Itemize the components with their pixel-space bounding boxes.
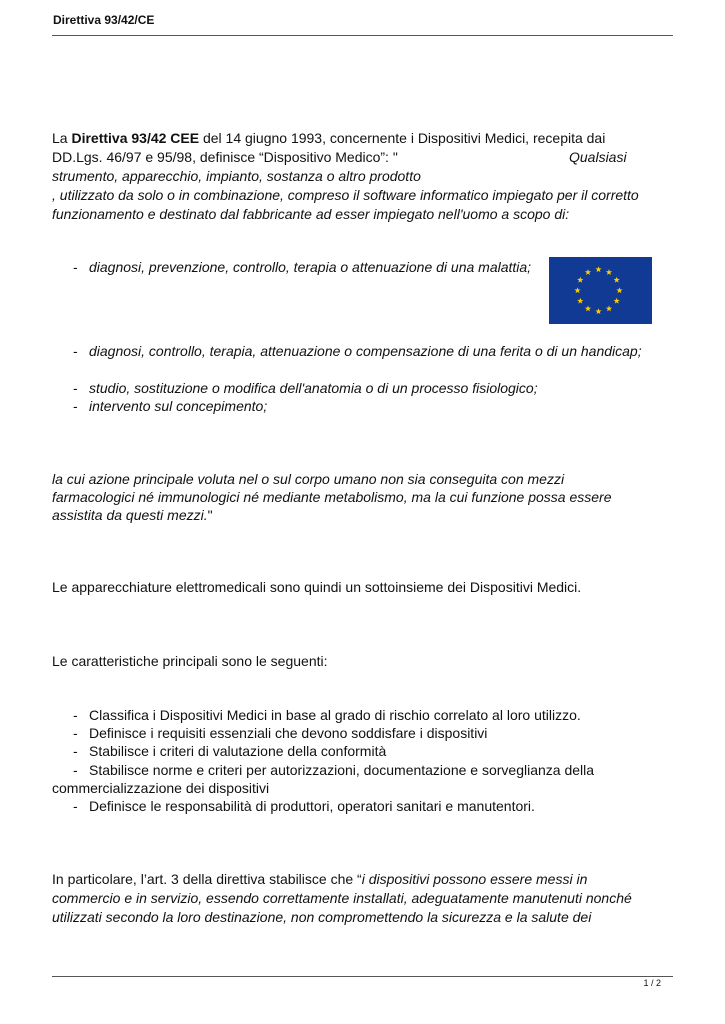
list-dash: - bbox=[73, 707, 78, 723]
list-dash: - bbox=[73, 725, 78, 741]
closing-line-3 bbox=[52, 506, 213, 524]
list-dash: - bbox=[73, 398, 78, 414]
closing-quote: " bbox=[207, 507, 213, 523]
definition-start: Qualsiasi bbox=[569, 149, 627, 165]
closing-line-2: farmacologici né immunologici né mediante metabolismo, ma la cui funzione possa essere bbox=[52, 489, 612, 505]
page-number: 1 / 2 bbox=[643, 978, 661, 988]
features-intro: Le caratteristiche principali sono le seguenti: bbox=[52, 653, 328, 669]
purpose-text: studio, sostituzione o modifica dell'anatomia o di un processo fisiologico; bbox=[89, 380, 538, 396]
intro-line-1 bbox=[52, 129, 605, 147]
article-line-1 bbox=[52, 870, 587, 888]
purpose-text: diagnosi, prevenzione, controllo, terapia o attenuazione di una malattia; bbox=[89, 259, 532, 275]
list-dash: - bbox=[73, 343, 78, 359]
list-dash: - bbox=[73, 798, 78, 814]
closing-text: assistita da questi mezzi. bbox=[52, 507, 208, 523]
intro-text: del 14 giugno 1993, concernente i Dispositivi Medici, recepita dai bbox=[199, 130, 606, 146]
article-quote: i dispositivi possono essere messi in bbox=[361, 871, 588, 887]
list-dash: - bbox=[73, 259, 78, 275]
definition-line-5: funzionamento e destinato dal fabbricante ad esser impiegato nell'uomo a scopo di: bbox=[52, 206, 570, 222]
definition-line-3: strumento, apparecchio, impianto, sostanza o altro prodotto bbox=[52, 168, 421, 184]
feature-text: Classifica i Dispositivi Medici in base al grado di rischio correlato al loro utilizzo. bbox=[89, 707, 581, 723]
intro-line-2 bbox=[52, 148, 398, 166]
subset-paragraph: Le apparecchiature elettromedicali sono quindi un sottoinsieme dei Dispositivi Medici. bbox=[52, 579, 582, 595]
list-dash: - bbox=[73, 743, 78, 759]
list-dash: - bbox=[73, 380, 78, 396]
eu-flag-stars bbox=[549, 257, 652, 324]
header-divider bbox=[52, 35, 673, 36]
definition-line-4: , utilizzato da solo o in combinazione, compreso il software informatico impiegato per il corretto bbox=[52, 187, 639, 203]
eu-flag-icon bbox=[549, 257, 652, 324]
document-header-title: Direttiva 93/42/CE bbox=[53, 13, 155, 27]
footer-divider bbox=[52, 976, 673, 977]
purpose-text: intervento sul concepimento; bbox=[89, 398, 268, 414]
feature-text: Definisce le responsabilità di produttori, operatori sanitari e manutentori. bbox=[89, 798, 535, 814]
article-text: In particolare, l’art. 3 della direttiva stabilisce che “ bbox=[52, 871, 362, 887]
intro-text: La bbox=[52, 130, 72, 146]
feature-text: Stabilisce i criteri di valutazione della conformità bbox=[89, 743, 387, 759]
feature-text: Stabilisce norme e criteri per autorizzazioni, documentazione e sorveglianza della bbox=[89, 762, 595, 778]
feature-continuation: commercializzazione dei dispositivi bbox=[52, 780, 270, 796]
closing-line-1: la cui azione principale voluta nel o sul corpo umano non sia conseguita con mezzi bbox=[52, 471, 565, 487]
directive-name: Direttiva 93/42 CEE bbox=[71, 130, 200, 146]
intro-text: DD.Lgs. 46/97 e 95/98, definisce “Dispositivo Medico”: " bbox=[52, 149, 398, 165]
feature-text: Definisce i requisiti essenziali che devono soddisfare i dispositivi bbox=[89, 725, 488, 741]
list-dash: - bbox=[73, 762, 78, 778]
article-line-3: utilizzati secondo la loro destinazione, non compromettendo la sicurezza e la salute dei bbox=[52, 909, 592, 925]
article-line-2: commercio e in servizio, essendo correttamente installati, adeguatamente manutenuti nonché bbox=[52, 890, 632, 906]
purpose-text: diagnosi, controllo, terapia, attenuazione o compensazione di una ferita o di un handicap; bbox=[89, 343, 642, 359]
